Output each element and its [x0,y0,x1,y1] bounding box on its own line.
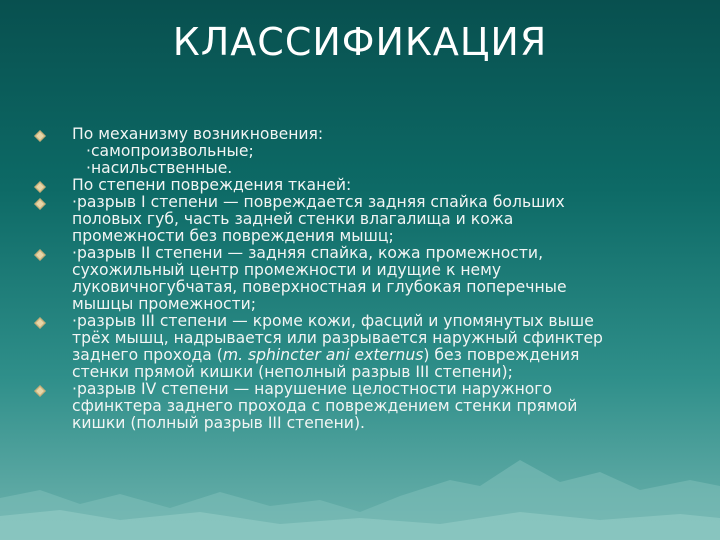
list-item [34,245,694,313]
list-item-text: трёх мышц, надрывается или разрывается наружный сфинктер [72,329,603,347]
list-item-text: По степени повреждения тканей: [72,176,352,194]
list-item-text-composite [72,347,694,364]
list-item-text: ·разрыв IV степени — нарушение целостности наружного [72,380,553,398]
list-item-text: луковичногубчатая, поверхностная и глубокая поперечные [72,278,567,296]
list-item [34,177,694,194]
list-item [34,381,694,432]
diamond-bullet-icon [34,249,46,261]
list-item [34,313,694,381]
list-item-text: ) без повреждения [423,346,580,364]
mountain-silhouette [0,420,720,540]
diamond-bullet-icon [34,198,46,210]
diamond-bullet-icon [34,385,46,397]
list-item-text: ·насильственные. [86,159,233,177]
list-item-text: ·самопроизвольные; [86,142,254,160]
diamond-bullet-icon [34,181,46,193]
list-item-text: ·разрыв II степени — задняя спайка, кожа промежности, [72,244,544,262]
list-item [34,126,694,177]
diamond-bullet-icon [34,317,46,329]
list-item-text: стенки прямой кишки (неполный разрыв III степени); [72,363,513,381]
list-item-text: По механизму возникновения: [72,125,324,143]
list-item-text: мышцы промежности; [72,295,257,313]
list-item-text: сфинктера заднего прохода с повреждением стенки прямой [72,397,578,415]
slide-title: КЛАССИФИКАЦИЯ [172,20,548,64]
list-item-text: ·разрыв I степени — повреждается задняя спайка больших [72,193,565,211]
list-item-text: заднего прохода ( [72,346,223,364]
list-item-text: промежности без повреждения мышц; [72,227,394,245]
list-item-text: половых губ, часть задней стенки влагалища и кожа [72,210,514,228]
slide-body [34,126,694,432]
latin-term: m. sphincter ani externus [222,346,424,364]
list-item-text: сухожильный центр промежности и идущие к нему [72,261,502,279]
list-item [34,194,694,245]
diamond-bullet-icon [34,130,46,142]
list-item-text: ·разрыв III степени — кроме кожи, фасций и упомянутых выше [72,312,594,330]
list-item-text: кишки (полный разрыв III степени). [72,414,365,432]
